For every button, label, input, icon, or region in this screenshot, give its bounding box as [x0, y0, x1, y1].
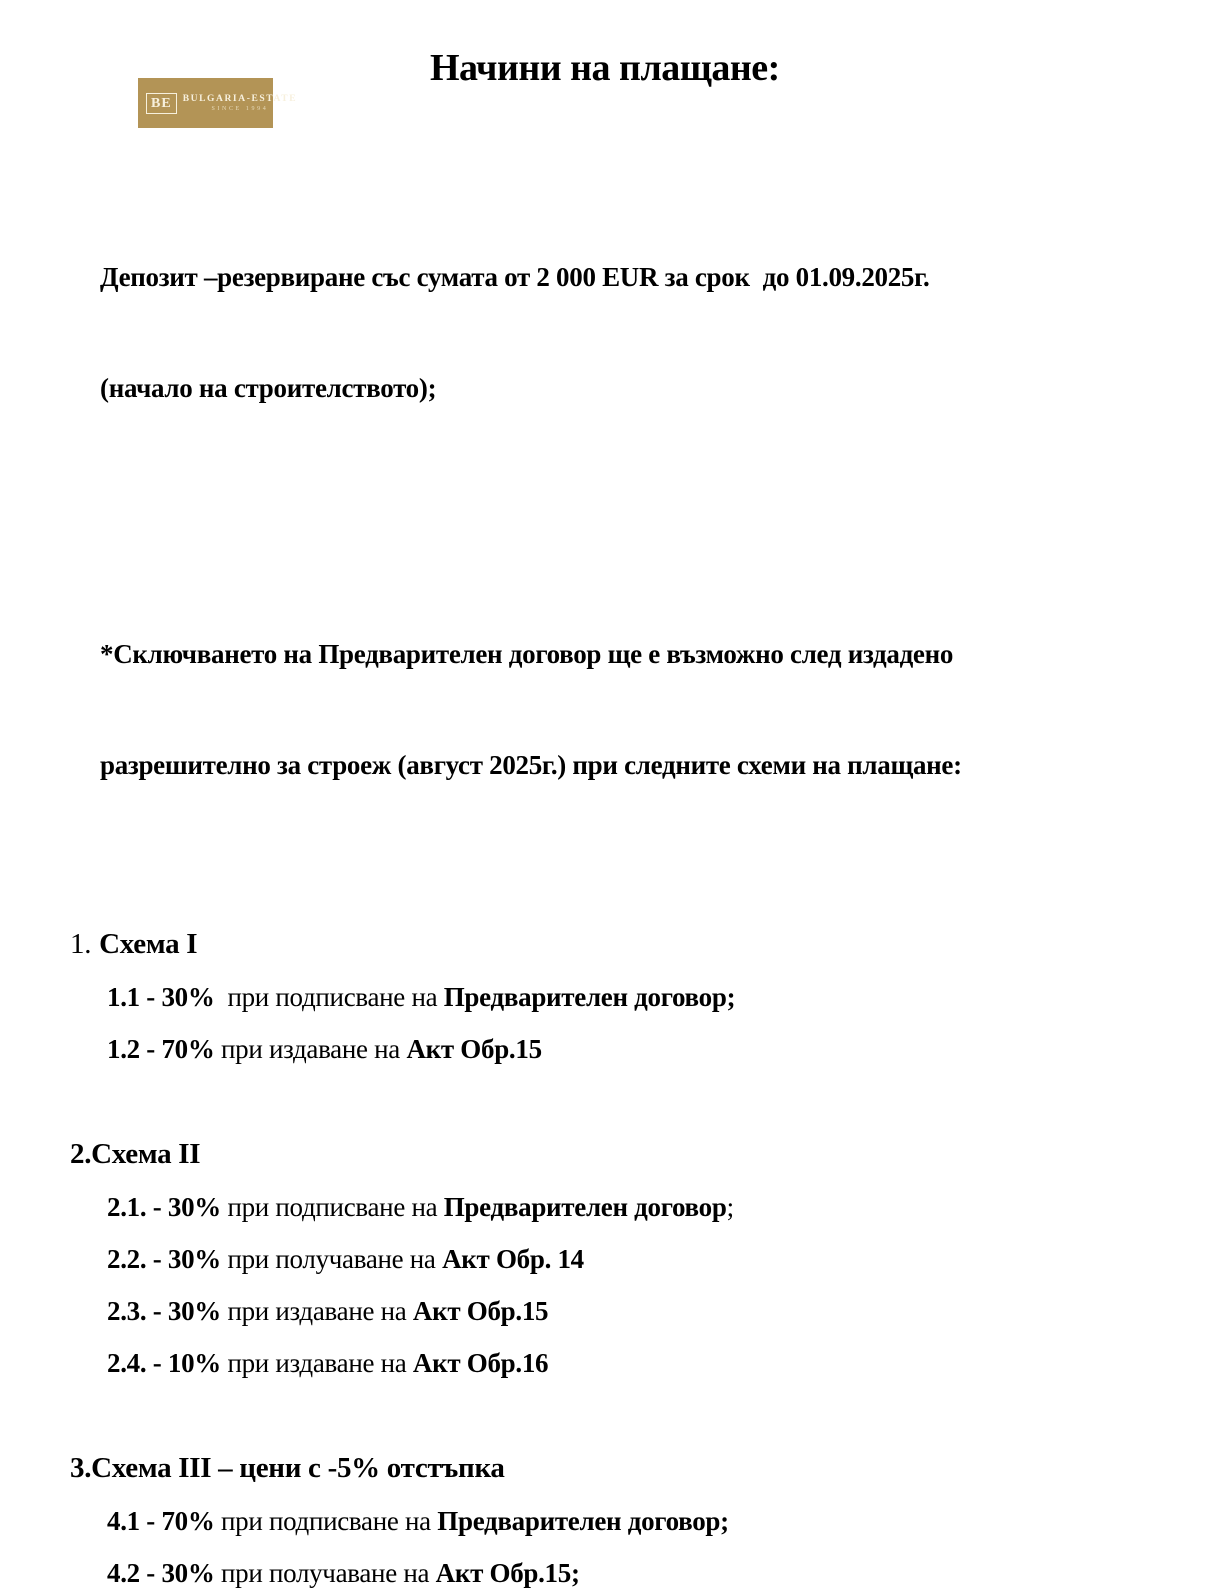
logo-brand-name: BULGARIA-ESTATE — [182, 93, 298, 104]
payment-item-1-2 — [0, 1031, 1221, 1068]
item-lead: 4.2 - 30% — [107, 1558, 215, 1588]
item-middle: при подписване на — [214, 1506, 438, 1536]
scheme-3 — [0, 1448, 1221, 1592]
item-middle: при издаване на — [221, 1296, 413, 1326]
scheme-3-header — [0, 1448, 1221, 1488]
item-middle: при издаване на — [214, 1034, 407, 1064]
deposit-paragraph — [100, 185, 1221, 481]
scheme-3-name: Схема III – цени с -5% отстъпка — [91, 1452, 505, 1484]
scheme-3-number: 3. — [70, 1452, 92, 1484]
item-tail: Акт Обр.16 — [412, 1348, 549, 1378]
scheme-2-header — [0, 1134, 1221, 1174]
item-middle: при издаване на — [221, 1348, 413, 1378]
payment-item-3-2 — [0, 1555, 1221, 1592]
logo-be-monogram: BE — [146, 93, 177, 114]
scheme-1-name: Схема I — [99, 928, 198, 960]
item-tail: Акт Обр. 14 — [442, 1244, 584, 1274]
item-lead: 2.1. - 30% — [107, 1192, 221, 1222]
item-lead: 2.4. - 10% — [107, 1348, 221, 1378]
payment-item-3-1 — [0, 1503, 1221, 1540]
item-middle: при получаване на — [221, 1244, 443, 1274]
item-middle: при получаване на — [214, 1558, 436, 1588]
item-tail: Акт Обр.15; — [435, 1558, 580, 1588]
document-body — [0, 185, 1221, 1592]
bulgaria-estate-logo — [138, 78, 298, 128]
payment-item-2-3 — [0, 1293, 1221, 1330]
scheme-2 — [0, 1134, 1221, 1382]
item-tail: Предварителен договор; — [443, 982, 736, 1012]
payment-item-1-1 — [0, 979, 1221, 1016]
item-tail: Акт Обр.15 — [412, 1296, 549, 1326]
logo-tagline: SINCE 1994 — [211, 105, 269, 112]
payment-item-2-1 — [0, 1189, 1221, 1226]
item-after: ; — [726, 1192, 734, 1222]
item-lead: 2.3. - 30% — [107, 1296, 221, 1326]
item-middle: при подписване на — [214, 982, 444, 1012]
payment-item-2-4 — [0, 1345, 1221, 1382]
scheme-2-name: Схема II — [91, 1138, 201, 1170]
item-middle: при подписване на — [221, 1192, 444, 1222]
item-lead: 1.1 - 30% — [107, 982, 215, 1012]
item-tail: Предварителен договор; — [437, 1506, 729, 1536]
deposit-line-2: (начало на строителството); — [100, 373, 437, 403]
scheme-2-number: 2. — [70, 1138, 92, 1170]
item-lead: 2.2. - 30% — [107, 1244, 221, 1274]
note-paragraph — [100, 562, 1221, 858]
page-title: Начини на плащане: — [430, 47, 780, 89]
note-line-2: разрешително за строеж (август 2025г.) при следните схеми на плащане: — [100, 750, 962, 780]
payment-item-2-2 — [0, 1241, 1221, 1278]
item-lead: 1.2 - 70% — [107, 1034, 215, 1064]
scheme-1 — [0, 924, 1221, 1068]
item-tail: Акт Обр.15 — [406, 1034, 542, 1064]
scheme-1-number: 1. — [70, 928, 92, 960]
deposit-line-1: Депозит –резервиране със сумата от 2 000 EUR за срок до 01.09.2025г. — [100, 262, 930, 292]
item-tail: Предварителен договор — [443, 1192, 727, 1222]
note-line-1: *Сключването на Предварителен договор ще е възможно след издадено — [100, 639, 954, 669]
scheme-1-header — [0, 924, 1221, 964]
item-lead: 4.1 - 70% — [107, 1506, 215, 1536]
logo-text-block — [183, 94, 297, 113]
